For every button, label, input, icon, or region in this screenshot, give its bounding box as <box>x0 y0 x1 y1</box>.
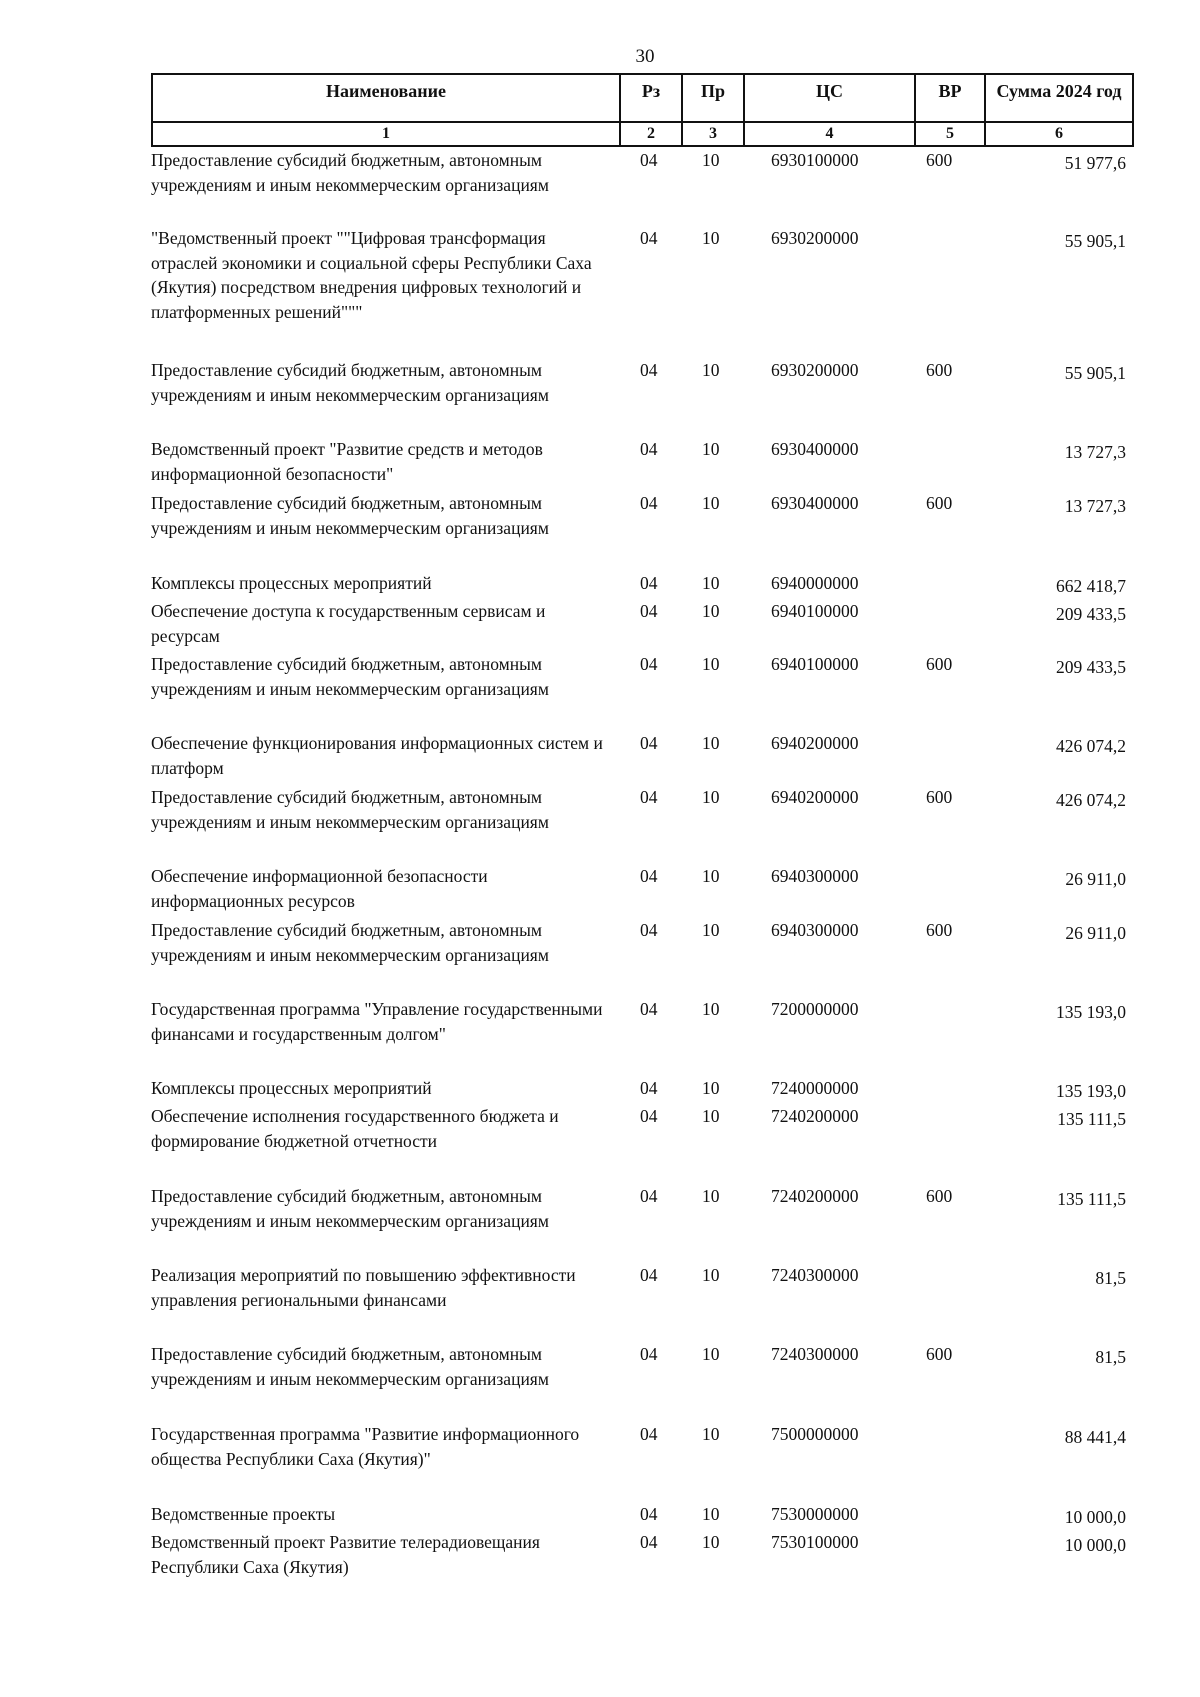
row-sum: 81,5 <box>1095 1347 1126 1367</box>
row-sum: 13 727,3 <box>1064 496 1126 516</box>
row-cs: 6940100000 <box>771 601 859 621</box>
row-cs: 6940000000 <box>771 573 859 593</box>
row-name: Ведомственный проект "Развитие средств и методов информационной безопасности" <box>151 439 543 484</box>
row-pr: 10 <box>702 1265 720 1285</box>
row-name: Предоставление субсидий бюджетным, автономным учреждениям и иным некоммерческим организациям <box>151 493 549 538</box>
page-number: 30 <box>635 46 655 67</box>
row-cs: 7500000000 <box>771 1424 859 1444</box>
column-number-4: 4 <box>744 122 915 146</box>
row-cs: 7200000000 <box>771 999 859 1019</box>
row-rz: 04 <box>640 1106 658 1126</box>
row-name: Предоставление субсидий бюджетным, автономным учреждениям и иным некоммерческим организациям <box>151 654 549 699</box>
row-cs: 7240200000 <box>771 1186 859 1206</box>
row-cs: 6930100000 <box>771 150 859 170</box>
row-rz: 04 <box>640 573 658 593</box>
row-pr: 10 <box>702 733 720 753</box>
row-name: Ведомственные проекты <box>151 1504 336 1524</box>
row-name: Государственная программа "Управление государственными финансами и государственным долгом" <box>151 999 603 1044</box>
row-name: Обеспечение функционирования информационных систем и платформ <box>151 733 603 778</box>
row-name: Предоставление субсидий бюджетным, автономным учреждениям и иным некоммерческим организациям <box>151 360 549 405</box>
row-rz: 04 <box>640 733 658 753</box>
row-pr: 10 <box>702 573 720 593</box>
row-cs: 6940200000 <box>771 733 859 753</box>
row-cs: 7240300000 <box>771 1344 859 1364</box>
column-number-6: 6 <box>985 122 1133 146</box>
row-pr: 10 <box>702 654 720 674</box>
row-sum: 81,5 <box>1095 1268 1126 1288</box>
header-vr: ВР <box>915 74 985 122</box>
row-rz: 04 <box>640 1265 658 1285</box>
row-sum: 51 977,6 <box>1064 153 1126 173</box>
row-sum: 209 433,5 <box>1056 604 1126 624</box>
row-rz: 04 <box>640 150 658 170</box>
row-sum: 10 000,0 <box>1064 1507 1126 1527</box>
row-rz: 04 <box>640 654 658 674</box>
row-sum: 10 000,0 <box>1064 1535 1126 1555</box>
header-sum: Сумма 2024 год <box>985 74 1133 122</box>
row-sum: 13 727,3 <box>1064 442 1126 462</box>
row-rz: 04 <box>640 360 658 380</box>
row-name: Предоставление субсидий бюджетным, автономным учреждениям и иным некоммерческим организациям <box>151 150 549 195</box>
row-rz: 04 <box>640 1186 658 1206</box>
row-pr: 10 <box>702 866 720 886</box>
row-rz: 04 <box>640 493 658 513</box>
row-cs: 6940300000 <box>771 866 859 886</box>
row-pr: 10 <box>702 1344 720 1364</box>
row-vr: 600 <box>926 150 953 170</box>
row-pr: 10 <box>702 1106 720 1126</box>
row-name: Реализация мероприятий по повышению эффективности управления региональными финансами <box>151 1265 576 1310</box>
row-rz: 04 <box>640 920 658 940</box>
row-rz: 04 <box>640 1532 658 1552</box>
row-name: "Ведомственный проект ""Цифровая трансформация отраслей экономики и социальной сферы Республики Саха (Якутия) посредством внедрения цифровых технологий и платформенных решений""" <box>151 228 592 322</box>
row-pr: 10 <box>702 228 720 248</box>
row-name: Комплексы процессных мероприятий <box>151 573 432 593</box>
row-cs: 6940100000 <box>771 654 859 674</box>
row-name: Обеспечение информационной безопасности информационных ресурсов <box>151 866 488 911</box>
row-sum: 426 074,2 <box>1056 790 1126 810</box>
row-sum: 55 905,1 <box>1064 363 1126 383</box>
column-number-1: 1 <box>152 122 620 146</box>
row-sum: 88 441,4 <box>1064 1427 1126 1447</box>
row-name: Комплексы процессных мероприятий <box>151 1078 432 1098</box>
row-pr: 10 <box>702 601 720 621</box>
row-cs: 6930400000 <box>771 493 859 513</box>
row-sum: 26 911,0 <box>1065 869 1126 889</box>
row-pr: 10 <box>702 1078 720 1098</box>
row-pr: 10 <box>702 493 720 513</box>
row-vr: 600 <box>926 787 953 807</box>
row-pr: 10 <box>702 787 720 807</box>
row-sum: 662 418,7 <box>1056 576 1126 596</box>
row-name: Предоставление субсидий бюджетным, автономным учреждениям и иным некоммерческим организациям <box>151 920 549 965</box>
row-sum: 26 911,0 <box>1065 923 1126 943</box>
row-cs: 6940200000 <box>771 787 859 807</box>
row-vr: 600 <box>926 1344 953 1364</box>
row-cs: 7240200000 <box>771 1106 859 1126</box>
row-rz: 04 <box>640 1078 658 1098</box>
row-rz: 04 <box>640 866 658 886</box>
column-number-3: 3 <box>682 122 744 146</box>
row-pr: 10 <box>702 439 720 459</box>
row-cs: 7240000000 <box>771 1078 859 1098</box>
row-vr: 600 <box>926 654 953 674</box>
row-sum: 55 905,1 <box>1064 231 1126 251</box>
row-rz: 04 <box>640 1344 658 1364</box>
row-name: Обеспечение исполнения государственного бюджета и формирование бюджетной отчетности <box>151 1106 559 1151</box>
row-sum: 135 111,5 <box>1057 1109 1126 1129</box>
row-vr: 600 <box>926 360 953 380</box>
row-rz: 04 <box>640 787 658 807</box>
row-rz: 04 <box>640 1504 658 1524</box>
row-sum: 135 111,5 <box>1057 1189 1126 1209</box>
row-vr: 600 <box>926 1186 953 1206</box>
row-cs: 7530000000 <box>771 1504 859 1524</box>
row-cs: 6940300000 <box>771 920 859 940</box>
header-name: Наименование <box>152 74 620 122</box>
row-vr: 600 <box>926 920 953 940</box>
row-name: Предоставление субсидий бюджетным, автономным учреждениям и иным некоммерческим организациям <box>151 1344 549 1389</box>
row-name: Предоставление субсидий бюджетным, автономным учреждениям и иным некоммерческим организациям <box>151 787 549 832</box>
row-name: Государственная программа "Развитие информационного общества Республики Саха (Якутия)" <box>151 1424 580 1469</box>
header-pr: Пр <box>682 74 744 122</box>
row-name: Обеспечение доступа к государственным сервисам и ресурсам <box>151 601 546 646</box>
row-sum: 426 074,2 <box>1056 736 1126 756</box>
row-sum: 135 193,0 <box>1056 1002 1126 1022</box>
row-sum: 135 193,0 <box>1056 1081 1126 1101</box>
row-rz: 04 <box>640 601 658 621</box>
row-sum: 209 433,5 <box>1056 657 1126 677</box>
table-header <box>151 73 1134 147</box>
row-pr: 10 <box>702 150 720 170</box>
row-pr: 10 <box>702 1424 720 1444</box>
row-vr: 600 <box>926 493 953 513</box>
row-pr: 10 <box>702 1504 720 1524</box>
row-pr: 10 <box>702 920 720 940</box>
row-cs: 6930200000 <box>771 360 859 380</box>
row-pr: 10 <box>702 1186 720 1206</box>
row-pr: 10 <box>702 360 720 380</box>
column-number-2: 2 <box>620 122 682 146</box>
column-number-5: 5 <box>915 122 985 146</box>
header-cs: ЦС <box>744 74 915 122</box>
row-rz: 04 <box>640 439 658 459</box>
row-name: Предоставление субсидий бюджетным, автономным учреждениям и иным некоммерческим организациям <box>151 1186 549 1231</box>
row-cs: 6930200000 <box>771 228 859 248</box>
row-rz: 04 <box>640 999 658 1019</box>
row-cs: 6930400000 <box>771 439 859 459</box>
row-cs: 7530100000 <box>771 1532 859 1552</box>
row-cs: 7240300000 <box>771 1265 859 1285</box>
header-rz: Рз <box>620 74 682 122</box>
row-rz: 04 <box>640 228 658 248</box>
row-rz: 04 <box>640 1424 658 1444</box>
row-name: Ведомственный проект Развитие телерадиовещания Республики Саха (Якутия) <box>151 1532 540 1577</box>
row-pr: 10 <box>702 999 720 1019</box>
row-pr: 10 <box>702 1532 720 1552</box>
